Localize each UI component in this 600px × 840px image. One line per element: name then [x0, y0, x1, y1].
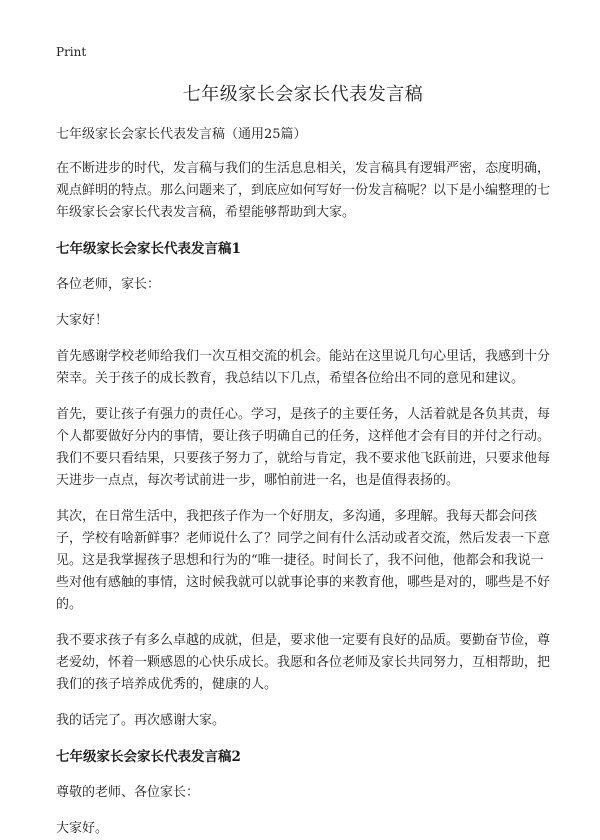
- paragraph: 各位老师，家长：: [56, 277, 161, 292]
- section-heading: 七年级家长会家长代表发言稿1: [56, 241, 241, 257]
- paragraph: 我不要求孩子有多么卓越的成就，但是，要求他一定要有良好的品质。要勤奋节俭，尊老爱幼，怀着一颗感恩的心快乐成长。我愿和各位老师及家长共同努力，互相帮助，把我们的孩子培养成优秀的，健康的人。: [56, 633, 551, 692]
- paragraph: 大家好。: [56, 821, 109, 836]
- print-link[interactable]: Print: [56, 45, 87, 59]
- paragraph: 首先感谢学校老师给我们一次互相交流的机会。能站在这里说几句心里话，我感到十分荣幸。关于孩子的成长教育，我总结以下几点，希望各位给出不同的意见和建议。: [56, 349, 551, 386]
- document-subtitle: 七年级家长会家长代表发言稿（通用25篇）: [56, 127, 307, 142]
- page-title: 七年级家长会家长代表发言稿: [182, 84, 424, 105]
- section-1: [56, 238, 550, 732]
- section-2: [56, 746, 550, 840]
- intro-paragraph: 在不断进步的时代，发言稿与我们的生活息息相关，发言稿具有逻辑严密，态度明确，观点鲜明的特点。那么问题来了，到底应如何写好一份发言稿呢？以下是小编整理的七年级家长会家长代表发言稿，希望能够帮助到大家。: [56, 161, 551, 220]
- paragraph: 尊敬的老师、各位家长：: [56, 785, 200, 800]
- paragraph: 大家好！: [56, 313, 109, 328]
- section-heading: 七年级家长会家长代表发言稿2: [56, 749, 241, 765]
- paragraph: 首先，要让孩子有强力的责任心。学习，是孩子的主要任务，人活着就是各负其责，每个人都要做好分内的事情，要让孩子明确自己的任务，这样他才会有目的并付之行动。我们不要只看结果，只要孩子努力了，就给与肯定，我不要求他飞跃前进，只要求他每天进步一点点，每次考试前进一步，哪怕前进一名，也是值得表扬的。: [56, 407, 551, 488]
- paragraph: 我的话完了。再次感谢大家。: [56, 713, 226, 728]
- paragraph: 其次，在日常生活中，我把孩子作为一个好朋友，多沟通，多理解。我每天都会问孩子，学校有啥新鲜事？老师说什么了？同学之间有什么活动或者交流，然后发表一下意见。这是我掌握孩子思想和行为的“唯一捷径。时间长了，我不问他，他都会和我说一些对他有感触的事情，这时候我就可以就事论事的来教育他，哪些是对的，哪些是不好的。: [56, 509, 551, 612]
